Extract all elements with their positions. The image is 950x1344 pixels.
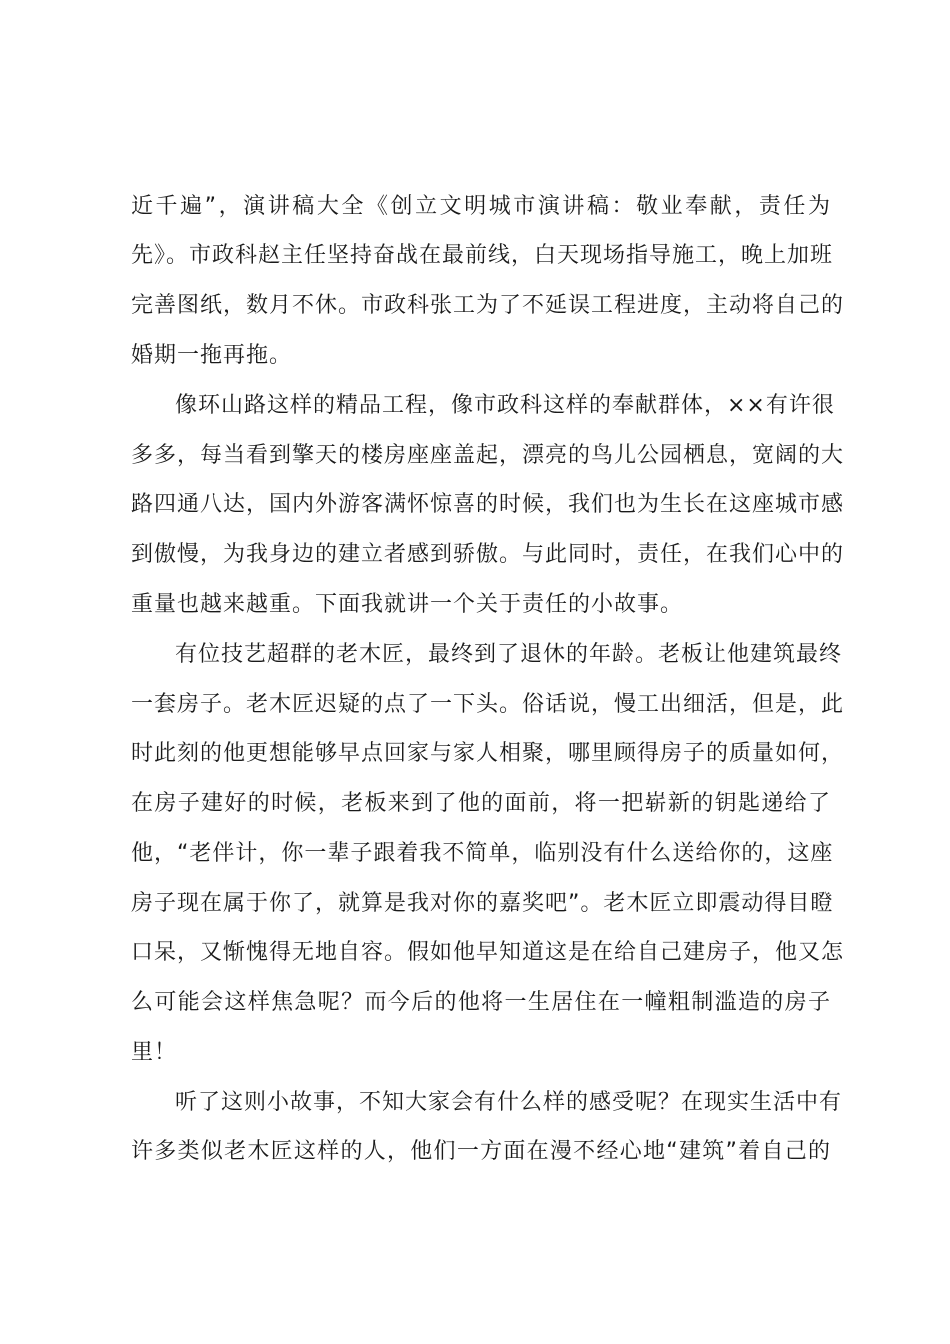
paragraph-line: 到傲慢，为我身边的建立者感到骄傲。与此同时，责任，在我们心中的	[131, 542, 845, 567]
paragraph-line: 多多，每当看到擎天的楼房座座盖起，漂亮的鸟儿公园栖息，宽阔的大	[131, 443, 845, 468]
paragraph-line: 一套房子。老木匠迟疑的点了一下头。俗话说，慢工出细活，但是，此	[131, 692, 845, 717]
paragraph-line: 先》。市政科赵主任坚持奋战在最前线，白天现场指导施工，晚上加班	[131, 243, 834, 268]
paragraph-line: 路四通八达，国内外游客满怀惊喜的时候，我们也为生长在这座城市感	[131, 492, 845, 517]
paragraph-line: 婚期一拖再拖。	[131, 343, 293, 368]
paragraph-line: 像环山路这样的精品工程，像市政科这样的奉献群体，××有许很	[175, 393, 835, 418]
paragraph-line: 听了这则小故事，不知大家会有什么样的感受呢？在现实生活中有	[175, 1090, 843, 1115]
paragraph-line: 里！	[131, 1040, 178, 1065]
paragraph-line: 时此刻的他更想能够早点回家与家人相聚，哪里顾得房子的质量如何，	[131, 741, 845, 766]
paragraph-line: 么可能会这样焦急呢？而今后的他将一生居住在一幢粗制滥造的房子	[131, 990, 831, 1015]
paragraph-line: 他，“老伴计，你一辈子跟着我不简单，临别没有什么送给你的，这座	[131, 841, 834, 866]
paragraph-line: 口呆，又惭愧得无地自容。假如他早知道这是在给自己建房子，他又怎	[131, 940, 845, 965]
paragraph-line: 房子现在属于你了，就算是我对你的嘉奖吧”。老木匠立即震动得目瞪	[131, 891, 834, 916]
paragraph-line: 许多类似老木匠这样的人，他们一方面在漫不经心地“建筑”着自己的	[131, 1139, 831, 1164]
paragraph-line: 重量也越来越重。下面我就讲一个关于责任的小故事。	[131, 592, 684, 617]
paragraph-line: 在房子建好的时候，老板来到了他的面前，将一把崭新的钥匙递给了	[131, 791, 831, 816]
paragraph-line: 有位技艺超群的老木匠，最终到了退休的年龄。老板让他建筑最终	[175, 642, 843, 667]
paragraph-line: 近千遍”，演讲稿大全《创立文明城市演讲稿：敬业奉献，责任为	[131, 194, 831, 219]
paragraph-line: 完善图纸，数月不休。市政科张工为了不延误工程进度，主动将自己的	[131, 293, 845, 318]
